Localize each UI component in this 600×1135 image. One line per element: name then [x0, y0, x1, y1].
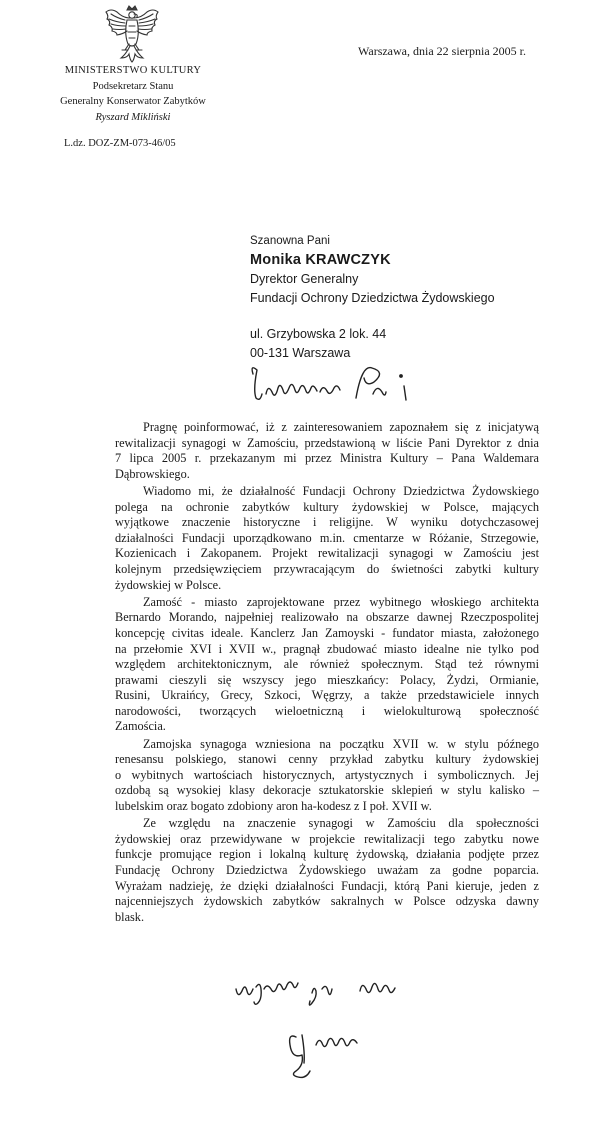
body-paragraph: Ze względu na znaczenie synagogi w Zamościu dla społeczności żydowskiej oraz przewidywane w projekcie rewitalizacji tego zabytku nowe funkcje promujące region i lokalną kulturę żydowską, działania podjęte przez Fundację Ochrony Dziedzictwa Żydowskiego uważam za godne poparcia. Wyrażam nadzieję, że dzięki działalności Fundacji, którą Pani kieruje, jeden z najcenniejszych żydowskich zabytków sakralnych w Polsce odzyska dawny blask. [115, 816, 539, 924]
letter-body [115, 420, 539, 927]
body-paragraph: Zamojska synagoga wzniesiona na początku XVII w. w stylu późnego renesansu polskiego, stanowi cenny przykład zabytku kultury żydowskiej o wybitnych wartościach historycznych, artystycznych i symbolicznych. Jej ozdobą są wysokiej klasy dekoracje sztukatorskie sklepień w stylu kalisko – lubelskim oraz bogato zdobiony aron ha-kodesz z I poł. XVII w. [115, 736, 539, 814]
sender-office: Generalny Konserwator Zabytków [60, 96, 206, 107]
reference-number: L.dz. DOZ-ZM-073-46/05 [64, 138, 176, 149]
body-paragraph: Pragnę poinformować, iż z zainteresowaniem zapoznałem się z inicjatywą rewitalizacji synagogi w Zamościu, przedstawioną w liście Pani Dyrektor z dnia 7 lipca 2005 r. przekazanym mi przez Ministra Kultury – Pana Waldemara Dąbrowskiego. [115, 420, 539, 481]
letter-date: Warszawa, dnia 22 sierpnia 2005 r. [358, 44, 526, 58]
recipient-address [250, 232, 495, 363]
recipient-title: Dyrektor Generalny [250, 272, 359, 286]
recipient-organization: Fundacji Ochrony Dziedzictwa Żydowskiego [250, 291, 495, 305]
sender-block [20, 63, 246, 125]
sender-name: Ryszard Mikliński [95, 111, 171, 123]
recipient-city: 00-131 Warszawa [250, 346, 351, 360]
recipient-name: Monika KRAWCZYK [250, 252, 391, 268]
recipient-salutation: Szanowna Pani [250, 235, 330, 247]
recipient-street: ul. Grzybowska 2 lok. 44 [250, 327, 387, 341]
sender-position: Podsekretarz Stanu [92, 80, 174, 92]
body-paragraph: Wiadomo mi, że działalność Fundacji Ochrony Dziedzictwa Żydowskiego polega na ochronie zabytków kultury żydowskiej w Polsce, mających wyjątkowe znaczenie historyczne i religijne. W wyniku dotychczasowej działalności Fundacji uporządkowano m.in. cmentarze w Różanie, Strzegowie, Kozienicach i Zakopanem. Projekt rewitalizacji synagogi w Zamościu jest kolejnym przedsięwzięciem przywracającym do świetności zabytki kultury żydowskiej w Polsce. [115, 483, 539, 592]
handwritten-signature [232, 975, 422, 1090]
body-paragraph: Zamość - miasto zaprojektowane przez wybitnego włoskiego architekta Bernardo Morando, najpełniej realizowało na obszarze dawnej Rzeczpospolitej koncepcję civitas ideale. Kanclerz Jan Zamoyski - fundator miasta, założonego na przełomie XVI i XVII w., pragnął zbudować miasto idealne nie tylko pod względem architektonicznym, ale również społecznym. Stąd też równymi prawami cieszyli się wszyscy jego mieszkańcy: Polacy, Żydzi, Ormianie, Rusini, Ukraińcy, Grecy, Szkoci, Węgrzy, a także przedstawiciele innych narodowości, tworzących wieloetniczną i wielokulturową społeczność Zamościa. [115, 594, 539, 734]
polish-eagle-emblem-icon [103, 4, 161, 66]
handwritten-greeting [248, 360, 423, 410]
ministry-name: MINISTERSTWO KULTURY [64, 65, 202, 76]
